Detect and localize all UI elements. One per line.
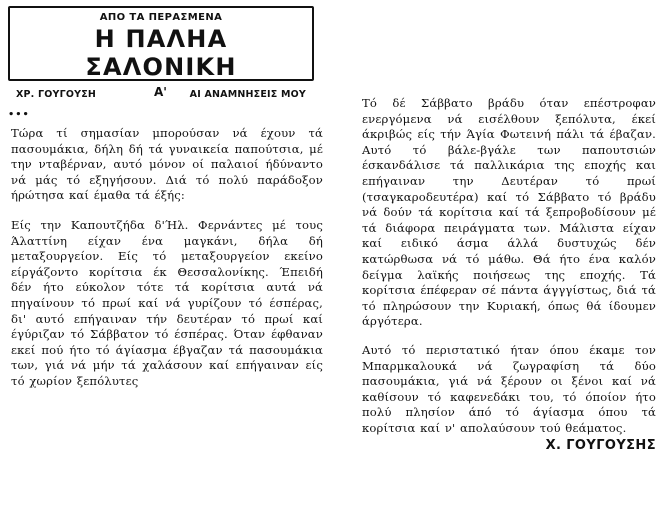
header-series: ΑΙ ΑΝΑΜΝΗΣΕΙΣ ΜΟΥ bbox=[189, 89, 306, 100]
left-text-block bbox=[11, 126, 323, 390]
right-column bbox=[362, 96, 656, 506]
right-paragraph-2: Αυτό τό περιστατικό ήταν όπου έκαμε τον Μπαρμκαλουκά νά ζωγραφίση τά δύο πασουμάκια, γιά νά ξέρουν οι ξένοι καί νά καθίσουν τό καφενεδάκι του, τό όποίον ήτο πολύ πλησίον άπό τό άγίασμα όπου τά κορίτσια καί ν' απολαύσουν τού θεάματος. bbox=[362, 342, 656, 435]
header-author: ΧΡ. ΓΟΥΓΟΥΣΗ bbox=[16, 89, 97, 100]
article-part-marker: Α' bbox=[154, 85, 167, 99]
author-signature: Χ. ΓΟΥΓΟΥΣΗΣ bbox=[545, 438, 656, 454]
article-header-box bbox=[8, 6, 314, 100]
header-top-label: ΑΠΟ ΤΑ ΠΕΡΑΣΜΕΝΑ bbox=[99, 12, 223, 23]
article-title: Η ΠΑΛΗΑ ΣΑΛΟΝΙΚΗ bbox=[85, 25, 237, 81]
right-paragraph-1: Τό δέ Σάββατο βράδυ όταν επέστροφαν ενεργόμενα νά εισέλθουν ξεπόλυτα, έκεί άκριβώς είς τήν Άγία Φωτεινή πάλι τά έβαζαν. Αυτό τό βάλε-βγάλε των παπουτσιών έσκανδάλισε τά παλλικάρια της εποχής και επήγαιναν την Δευτέραν τό πρωί (τσαγκαροδευτέρα) καί τό Σάββατο τό βράδυ νά δούν τά κορίτσια καί τά ξεπροβοδίσουν μέ τά διάφορα πειράγματα των. Μάλιστα είχαν καί ειδικό άσμα άλλά δυστυχώς δέν κατώρθωσα νά τό μάθω. Θά ήτο ένα καλόν δείγμα λαϊκής ποιήσεως της εποχής. Τά κορίτσια έπέφεραν σέ πάντα άγγγίστως, διά τά τό πληρώσουν την Κυριακή, όπως θά ίδουμεν άργότερα. bbox=[362, 96, 656, 329]
right-text-block bbox=[362, 96, 656, 453]
left-paragraph-2: Είς την Καπουτζήδα δ'Ήλ. Φερνάντες μέ τους Άλαττίνη είχαν ένα μαγκάνι, δήλα δή μεταξουργείον. Είς τό μεταξουργείον εκείνο είργάζοντο κορίτσια έκ Θεσσαλονίκης. Έπειδή δέν ήτο εύκολον τότε τά κορίτσια αυτά νά πηγαίνουν τό πρωί καί νά γυρίζουν τό έσπέρας, δι' αυτό επήγαιναν τήν δευτέραν τό πρωί καί έγύριζαν τό Σάββατον τό έσπέρας. Όταν έφθαναν εκεί πού ήτο τό άγίασμα έβγαζαν τά πασουμάκια των, γιά νά μήν τά χαλάσουν καί επήγαιναν είς τό χωρίον ξεπόλυτες bbox=[11, 217, 323, 388]
ellipsis-marker: ... bbox=[8, 99, 30, 120]
left-paragraph-1: Τώρα τί σημασίαν μπορούσαν νά έχουν τά πασουμάκια, δήλη δή τά γυναικεία παπούτσια, μέ την νταβέρναν, αυτό μόνον οί παλαιοί ήδύναντο νά μάς τό εξηγήσουν. Διά τό πολύ παράδοξον ήρώτησα καί έμαθα τά έξής: bbox=[11, 126, 323, 203]
left-column bbox=[8, 6, 324, 509]
